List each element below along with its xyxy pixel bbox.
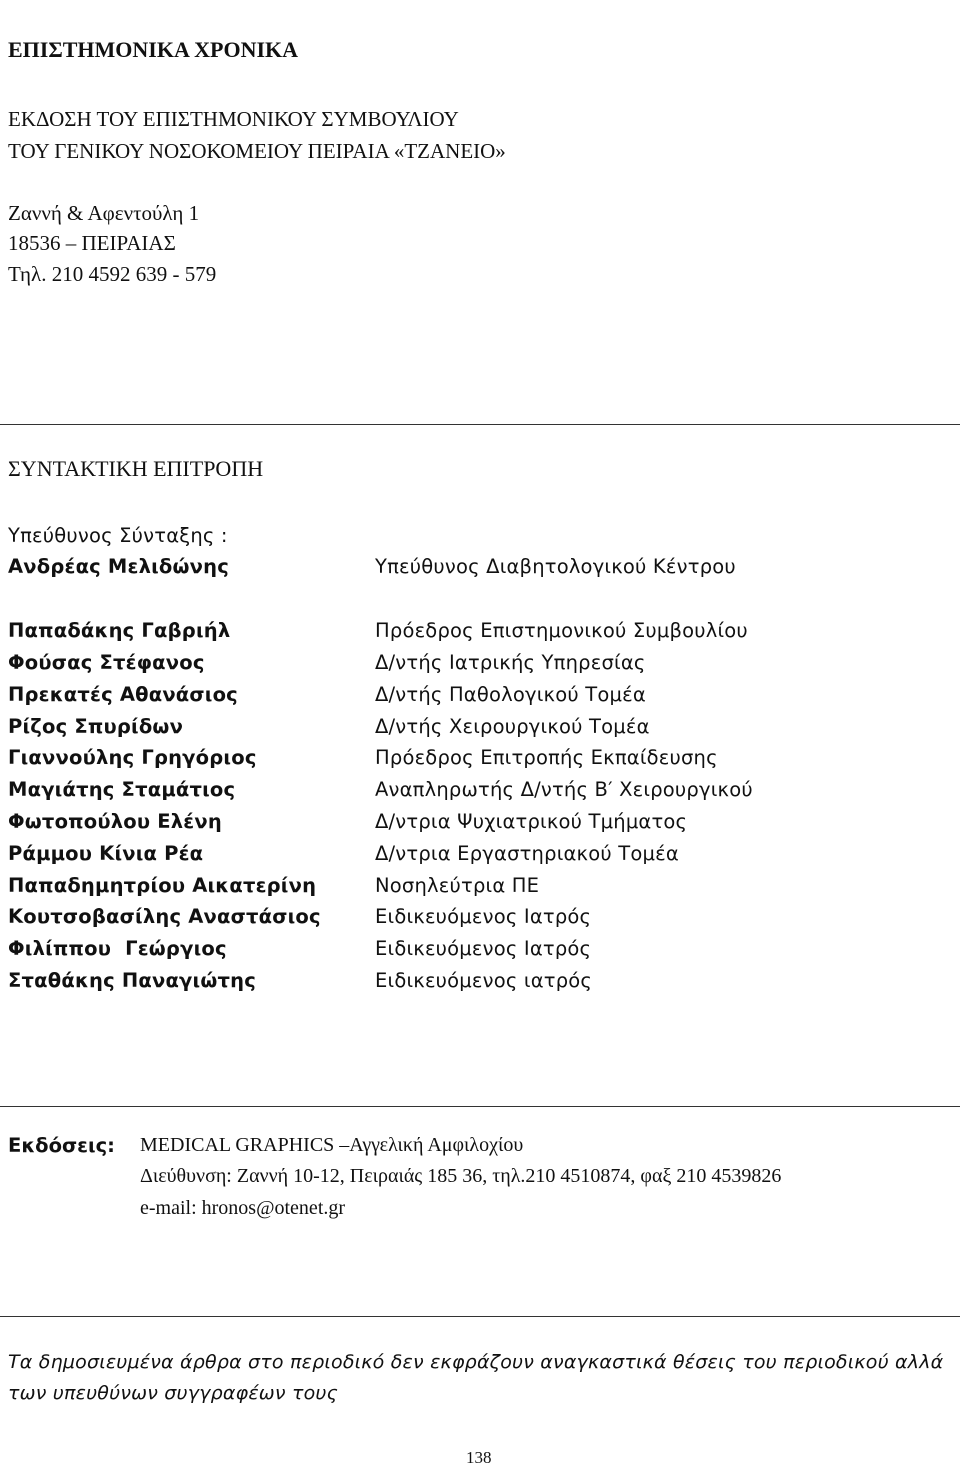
member-role: Αναπληρωτής Δ/ντής Β′ Χειρουργικού — [375, 778, 753, 801]
member-name: Φιλίππου Γεώργιος — [8, 937, 227, 960]
member-role: Δ/ντρια Ψυχιατρικού Τμήματος — [375, 810, 688, 833]
publisher-name: MEDICAL GRAPHICS –Αγγελική Αμφιλοχίου — [140, 1134, 524, 1156]
member-name: Πρεκατές Αθανάσιος — [8, 683, 238, 706]
member-role: Ειδικευόμενος ιατρός — [375, 969, 593, 992]
section-divider — [0, 1316, 960, 1317]
editor-role: Υπεύθυνος Διαβητολογικού Κέντρου — [375, 555, 736, 578]
member-name: Ρίζος Σπυρίδων — [8, 715, 184, 738]
member-role: Ειδικευόμενος Ιατρός — [375, 905, 592, 928]
member-role: Δ/ντής Χειρουργικού Τομέα — [375, 715, 650, 738]
address-city: 18536 – ΠΕΙΡΑΙΑΣ — [8, 231, 176, 255]
member-role: Δ/ντρια Εργαστηριακού Τομέα — [375, 842, 679, 865]
member-name: Γιαννούλης Γρηγόριος — [8, 746, 257, 769]
member-role: Δ/ντής Παθολογικού Τομέα — [375, 683, 646, 706]
disclaimer-line-1: Τα δημοσιευμένα άρθρα στο περιοδικό δεν εκφράζουν αναγκαστικά θέσεις του περιοδικού αλλά — [8, 1351, 944, 1373]
member-name: Ράμμου Κίνια Ρέα — [8, 842, 204, 865]
editor-name: Ανδρέας Μελιδώνης — [8, 555, 229, 578]
member-name: Παπαδημητρίου Αικατερίνη — [8, 874, 317, 897]
publisher-line-2: ΤΟΥ ΓΕΝΙΚΟΥ ΝΟΣΟΚΟΜΕΙΟΥ ΠΕΙΡΑΙΑ «ΤΖΑΝΕΙΟ» — [8, 139, 506, 163]
page-number: 138 — [466, 1448, 492, 1467]
publisher-line-1: ΕΚΔΟΣΗ ΤΟΥ ΕΠΙΣΤΗΜΟΝΙΚΟΥ ΣΥΜΒΟΥΛΙΟΥ — [8, 107, 459, 131]
member-name: Κουτσοβασίλης Αναστάσιος — [8, 905, 321, 928]
member-name: Φούσας Στέφανος — [8, 651, 205, 674]
member-name: Σταθάκης Παναγιώτης — [8, 969, 256, 992]
member-role: Πρόεδρος Επιστημονικού Συμβουλίου — [375, 619, 748, 642]
publisher-address: Διεύθυνση: Ζαννή 10-12, Πειραιάς 185 36, τηλ.210 4510874, φαξ 210 4539826 — [140, 1165, 782, 1187]
publisher-email: e-mail: hronos@otenet.gr — [140, 1197, 346, 1219]
member-role: Νοσηλεύτρια ΠΕ — [375, 874, 540, 897]
member-name: Παπαδάκης Γαβριήλ — [8, 619, 231, 642]
member-name: Μαγιάτης Σταμάτιος — [8, 778, 236, 801]
member-name: Φωτοπούλου Ελένη — [8, 810, 222, 833]
address-phone: Τηλ. 210 4592 639 - 579 — [8, 262, 217, 286]
journal-title: ΕΠΙΣΤΗΜΟΝΙΚΑ ΧΡΟΝΙΚΑ — [8, 37, 299, 62]
member-role: Πρόεδρος Επιτροπής Εκπαίδευσης — [375, 746, 718, 769]
editor-label: Υπεύθυνος Σύνταξης : — [8, 524, 228, 547]
section-divider — [0, 1106, 960, 1107]
publisher-label: Εκδόσεις: — [8, 1134, 115, 1157]
member-role: Ειδικευόμενος Ιατρός — [375, 937, 592, 960]
address-street: Ζαννή & Αφεντούλη 1 — [8, 201, 200, 225]
section-divider — [0, 424, 960, 425]
committee-heading: ΣΥΝΤΑΚΤΙΚΗ ΕΠΙΤΡΟΠΗ — [8, 456, 264, 481]
member-role: Δ/ντής Ιατρικής Υπηρεσίας — [375, 651, 646, 674]
disclaimer-line-2: των υπευθύνων συγγραφέων τους — [8, 1382, 338, 1404]
